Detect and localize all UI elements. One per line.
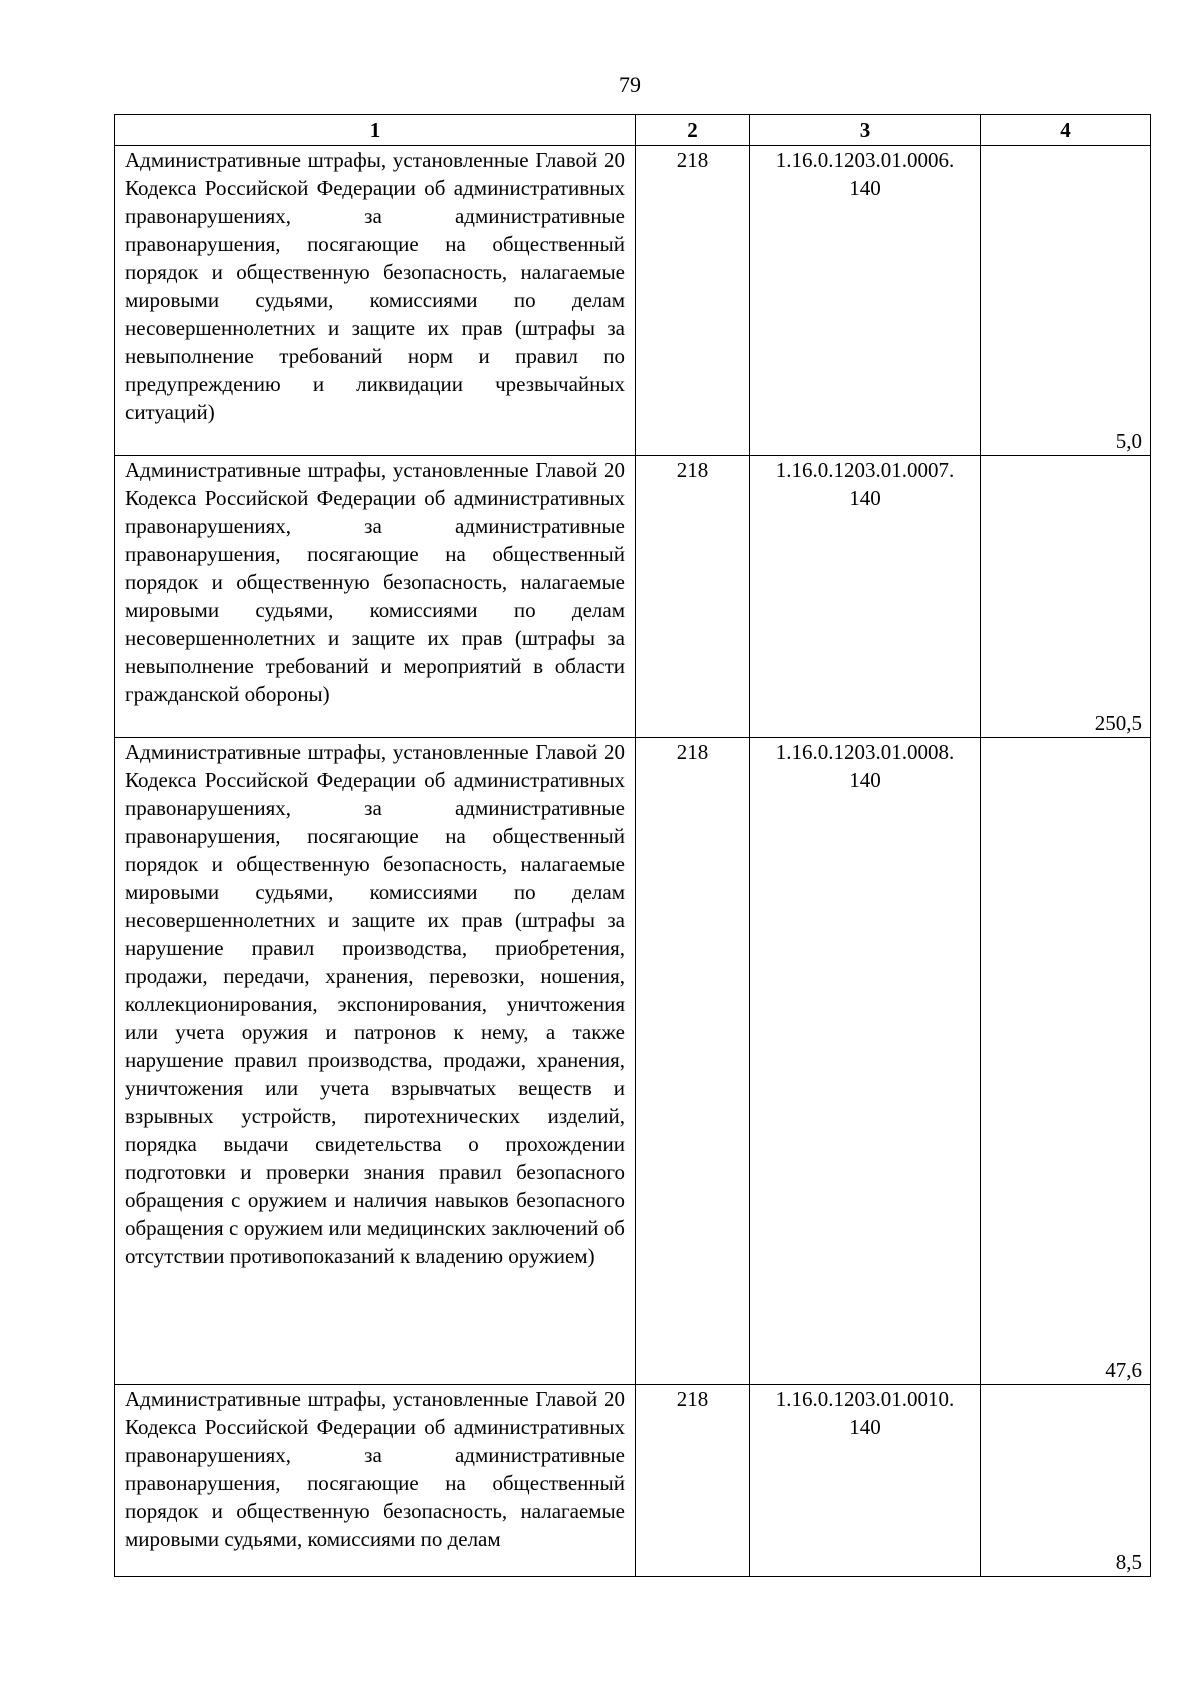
row-amount: 8,5: [981, 1385, 1151, 1577]
column-header-1: 1: [115, 115, 636, 146]
row-admin-code: 218: [636, 738, 750, 1385]
row-description: Административные штрафы, установленные Главой 20 Кодекса Российской Федерации об административных правонарушениях, за административные правонарушения, посягающие на общественный порядок и общественную безопасность, налагаемые мировыми судьями, комиссиями по делам: [115, 1385, 636, 1577]
column-header-4: 4: [981, 115, 1151, 146]
row-kbk-code: 1.16.0.1203.01.0008. 140: [750, 738, 981, 1385]
row-admin-code: 218: [636, 456, 750, 738]
row-kbk-code: 1.16.0.1203.01.0007. 140: [750, 456, 981, 738]
row-kbk-code: 1.16.0.1203.01.0006. 140: [750, 146, 981, 456]
row-description: Административные штрафы, установленные Главой 20 Кодекса Российской Федерации об административных правонарушениях, за административные правонарушения, посягающие на общественный порядок и общественную безопасность, налагаемые мировыми судьями, комиссиями по делам несовершеннолетних и защите их прав (штрафы за невыполнение требований норм и правил по предупреждению и ликвидации чрезвычайных ситуаций): [115, 146, 636, 456]
row-amount: 5,0: [981, 146, 1151, 456]
row-admin-code: 218: [636, 146, 750, 456]
table-row: [115, 146, 1151, 456]
table-row: [115, 456, 1151, 738]
revenue-table: [114, 114, 1151, 1577]
row-description: Административные штрафы, установленные Главой 20 Кодекса Российской Федерации об административных правонарушениях, за административные правонарушения, посягающие на общественный порядок и общественную безопасность, налагаемые мировыми судьями, комиссиями по делам несовершеннолетних и защите их прав (штрафы за невыполнение требований и мероприятий в области гражданской обороны): [115, 456, 636, 738]
column-header-2: 2: [636, 115, 750, 146]
table-header-row: [115, 115, 1151, 146]
row-amount: 47,6: [981, 738, 1151, 1385]
table-row: [115, 738, 1151, 1385]
row-admin-code: 218: [636, 1385, 750, 1577]
row-description: Административные штрафы, установленные Главой 20 Кодекса Российской Федерации об административных правонарушениях, за административные правонарушения, посягающие на общественный порядок и общественную безопасность, налагаемые мировыми судьями, комиссиями по делам несовершеннолетних и защите их прав (штрафы за нарушение правил производства, приобретения, продажи, передачи, хранения, перевозки, ношения, коллекционирования, экспонирования, уничтожения или учета оружия и патронов к нему, а также нарушение правил производства, продажи, хранения, уничтожения или учета взрывчатых веществ и взрывных устройств, пиротехнических изделий, порядка выдачи свидетельства о прохождении подготовки и проверки знания правил безопасного обращения с оружием и наличия навыков безопасного обращения с оружием или медицинских заключений об отсутствии противопоказаний к владению оружием): [115, 738, 636, 1385]
row-kbk-code: 1.16.0.1203.01.0010. 140: [750, 1385, 981, 1577]
page-number: 79: [619, 72, 641, 97]
row-amount: 250,5: [981, 456, 1151, 738]
column-header-3: 3: [750, 115, 981, 146]
table-row: [115, 1385, 1151, 1577]
